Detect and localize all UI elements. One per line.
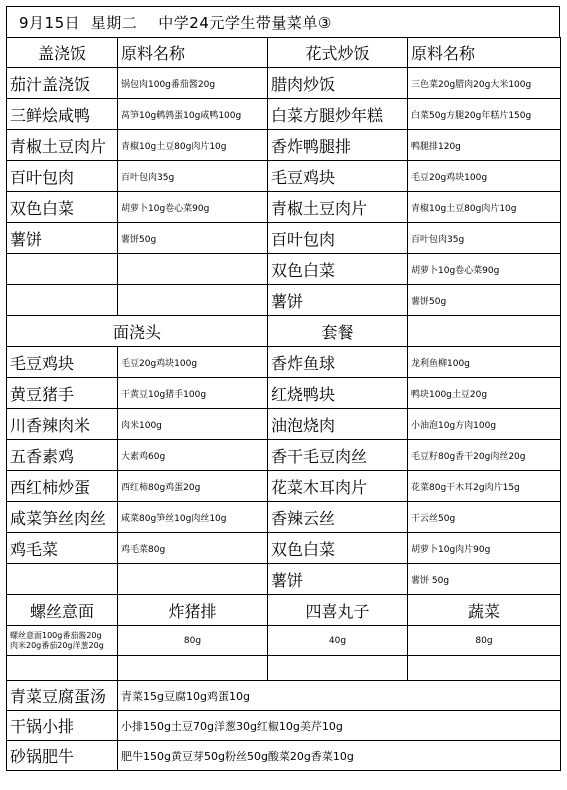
section-2 bbox=[7, 316, 561, 595]
table-row bbox=[7, 440, 561, 471]
dish-name: 干锅小排 bbox=[7, 711, 118, 741]
header-row-2 bbox=[7, 316, 561, 347]
dish-ingredients: 胡萝卜10g肉片90g bbox=[408, 533, 561, 564]
table-row bbox=[7, 192, 561, 223]
dish-name: 青菜豆腐蛋汤 bbox=[7, 681, 118, 711]
dish-ingredients: 龙利鱼柳100g bbox=[408, 347, 561, 378]
meatballs-amount: 40g bbox=[268, 626, 408, 656]
table-row bbox=[7, 223, 561, 254]
dish-ingredients: 干黄豆10g猪手100g bbox=[118, 378, 268, 409]
dish-ingredients: 百叶包肉35g bbox=[408, 223, 561, 254]
dish-name: 腊肉炒饭 bbox=[268, 68, 408, 99]
table-row bbox=[7, 409, 561, 440]
dish-ingredients bbox=[118, 285, 268, 316]
dish-name: 三鲜烩咸鸭 bbox=[7, 99, 118, 130]
dish-name: 红烧鸭块 bbox=[268, 378, 408, 409]
menu-title bbox=[6, 6, 560, 38]
dish-ingredients: 三色菜20g腊肉20g大米100g bbox=[408, 68, 561, 99]
dish-name: 薯饼 bbox=[268, 564, 408, 595]
table-row bbox=[7, 99, 561, 130]
table-row bbox=[7, 347, 561, 378]
header-right-dish: 花式炒饭 bbox=[268, 38, 408, 68]
dish-ingredients: 莴笋10g鹌鹑蛋10g咸鸭100g bbox=[118, 99, 268, 130]
dish-name: 香辣云丝 bbox=[268, 502, 408, 533]
header-meatballs: 四喜丸子 bbox=[268, 595, 408, 626]
dish-ingredients: 青椒10g土豆80g肉片10g bbox=[118, 130, 268, 161]
dish-ingredients: 毛豆籽80g香干20g肉丝20g bbox=[408, 440, 561, 471]
dish-name: 油泡烧肉 bbox=[268, 409, 408, 440]
dish-ingredients: 白菜50g方腿20g年糕片150g bbox=[408, 99, 561, 130]
section-4 bbox=[7, 681, 561, 771]
dish-name: 薯饼 bbox=[268, 285, 408, 316]
table-row bbox=[7, 130, 561, 161]
dish-ingredients bbox=[118, 254, 268, 285]
dish-name: 双色白菜 bbox=[268, 254, 408, 285]
header-vegetables: 蔬菜 bbox=[408, 595, 561, 626]
dish-name: 香炸鱼球 bbox=[268, 347, 408, 378]
header-set-meal: 套餐 bbox=[268, 316, 408, 347]
header-pork-cutlet: 炸猪排 bbox=[118, 595, 268, 626]
header-row-3 bbox=[7, 595, 561, 626]
section-1 bbox=[7, 38, 561, 316]
dish-name: 百叶包肉 bbox=[268, 223, 408, 254]
dish-ingredients: 青菜15g豆腐10g鸡蛋10g bbox=[118, 681, 561, 711]
header-right-ingredients: 原料名称 bbox=[408, 38, 561, 68]
table-row bbox=[7, 285, 561, 316]
table-row bbox=[7, 564, 561, 595]
dish-ingredients: 花菜80g干木耳2g肉片15g bbox=[408, 471, 561, 502]
dish-name: 毛豆鸡块 bbox=[7, 347, 118, 378]
dish-name: 砂锅肥牛 bbox=[7, 741, 118, 771]
table-row bbox=[7, 254, 561, 285]
dish-ingredients: 青椒10g土豆80g肉片10g bbox=[408, 192, 561, 223]
dish-ingredients: 鸭块100g土豆20g bbox=[408, 378, 561, 409]
table-row bbox=[7, 533, 561, 564]
dish-name: 茄汁盖浇饭 bbox=[7, 68, 118, 99]
dish-ingredients: 鸡毛菜80g bbox=[118, 533, 268, 564]
table-row bbox=[7, 68, 561, 99]
dish-ingredients: 小油泡10g方肉100g bbox=[408, 409, 561, 440]
dish-name bbox=[7, 254, 118, 285]
dish-ingredients: 毛豆20g鸡块100g bbox=[408, 161, 561, 192]
dish-name: 毛豆鸡块 bbox=[268, 161, 408, 192]
header-left-dish: 盖浇饭 bbox=[7, 38, 118, 68]
dish-ingredients: 小排150g土豆70g洋葱30g红椒10g美芹10g bbox=[118, 711, 561, 741]
dish-name: 薯饼 bbox=[7, 223, 118, 254]
dish-name: 川香辣肉米 bbox=[7, 409, 118, 440]
title-weekday: 星期二 bbox=[90, 13, 138, 32]
dish-name bbox=[7, 285, 118, 316]
dish-name: 双色白菜 bbox=[7, 192, 118, 223]
dish-name: 青椒土豆肉片 bbox=[7, 130, 118, 161]
dish-ingredients: 锅包肉100g番茄酱20g bbox=[118, 68, 268, 99]
pork-cutlet-amount: 80g bbox=[118, 626, 268, 656]
dish-ingredients: 毛豆20g鸡块100g bbox=[118, 347, 268, 378]
dish-name: 鸡毛菜 bbox=[7, 533, 118, 564]
dish-name: 五香素鸡 bbox=[7, 440, 118, 471]
spiral-pasta-ingredients: 螺丝意面100g番茄酱20g 肉米20g番茄20g洋葱20g bbox=[7, 626, 118, 656]
dish-ingredients bbox=[118, 564, 268, 595]
dish-ingredients: 干云丝50g bbox=[408, 502, 561, 533]
dish-name: 西红柿炒蛋 bbox=[7, 471, 118, 502]
table-row bbox=[7, 378, 561, 409]
dish-name: 香干毛豆肉丝 bbox=[268, 440, 408, 471]
dish-ingredients: 西红柿80g鸡蛋20g bbox=[118, 471, 268, 502]
table-row bbox=[7, 711, 561, 741]
dish-name bbox=[7, 564, 118, 595]
dish-ingredients: 鸭腿排120g bbox=[408, 130, 561, 161]
menu-table bbox=[6, 37, 561, 771]
dish-ingredients: 薯饼 50g bbox=[408, 564, 561, 595]
title-date: 9月15日 bbox=[19, 13, 81, 32]
dish-name: 花菜木耳肉片 bbox=[268, 471, 408, 502]
header-row bbox=[7, 38, 561, 68]
header-left-ingredients: 原料名称 bbox=[118, 38, 268, 68]
dish-ingredients: 薯饼50g bbox=[408, 285, 561, 316]
vegetables-amount: 80g bbox=[408, 626, 561, 656]
dish-ingredients: 大素鸡60g bbox=[118, 440, 268, 471]
dish-ingredients: 咸菜80g笋丝10g肉丝10g bbox=[118, 502, 268, 533]
dish-ingredients: 肉米100g bbox=[118, 409, 268, 440]
table-row bbox=[7, 161, 561, 192]
title-menu-name: 中学24元学生带量菜单③ bbox=[158, 13, 332, 32]
dish-name: 黄豆猪手 bbox=[7, 378, 118, 409]
dish-ingredients: 胡萝卜10g卷心菜90g bbox=[408, 254, 561, 285]
blank-row bbox=[7, 656, 561, 681]
dish-name: 咸菜笋丝肉丝 bbox=[7, 502, 118, 533]
table-row bbox=[7, 471, 561, 502]
dish-ingredients: 百叶包肉35g bbox=[118, 161, 268, 192]
dish-name: 白菜方腿炒年糕 bbox=[268, 99, 408, 130]
dish-name: 双色白菜 bbox=[268, 533, 408, 564]
dish-ingredients: 胡萝卜10g卷心菜90g bbox=[118, 192, 268, 223]
table-row bbox=[7, 502, 561, 533]
dish-name: 香炸鸭腿排 bbox=[268, 130, 408, 161]
header-noodle-topping: 面浇头 bbox=[7, 316, 268, 347]
dish-name: 百叶包肉 bbox=[7, 161, 118, 192]
dish-ingredients: 肥牛150g黄豆芽50g粉丝50g酸菜20g香菜10g bbox=[118, 741, 561, 771]
section-3-row bbox=[7, 626, 561, 656]
table-row bbox=[7, 741, 561, 771]
dish-ingredients: 薯饼50g bbox=[118, 223, 268, 254]
dish-name: 青椒土豆肉片 bbox=[268, 192, 408, 223]
section-3 bbox=[7, 595, 561, 681]
table-row bbox=[7, 681, 561, 711]
header-spiral-pasta: 螺丝意面 bbox=[7, 595, 118, 626]
